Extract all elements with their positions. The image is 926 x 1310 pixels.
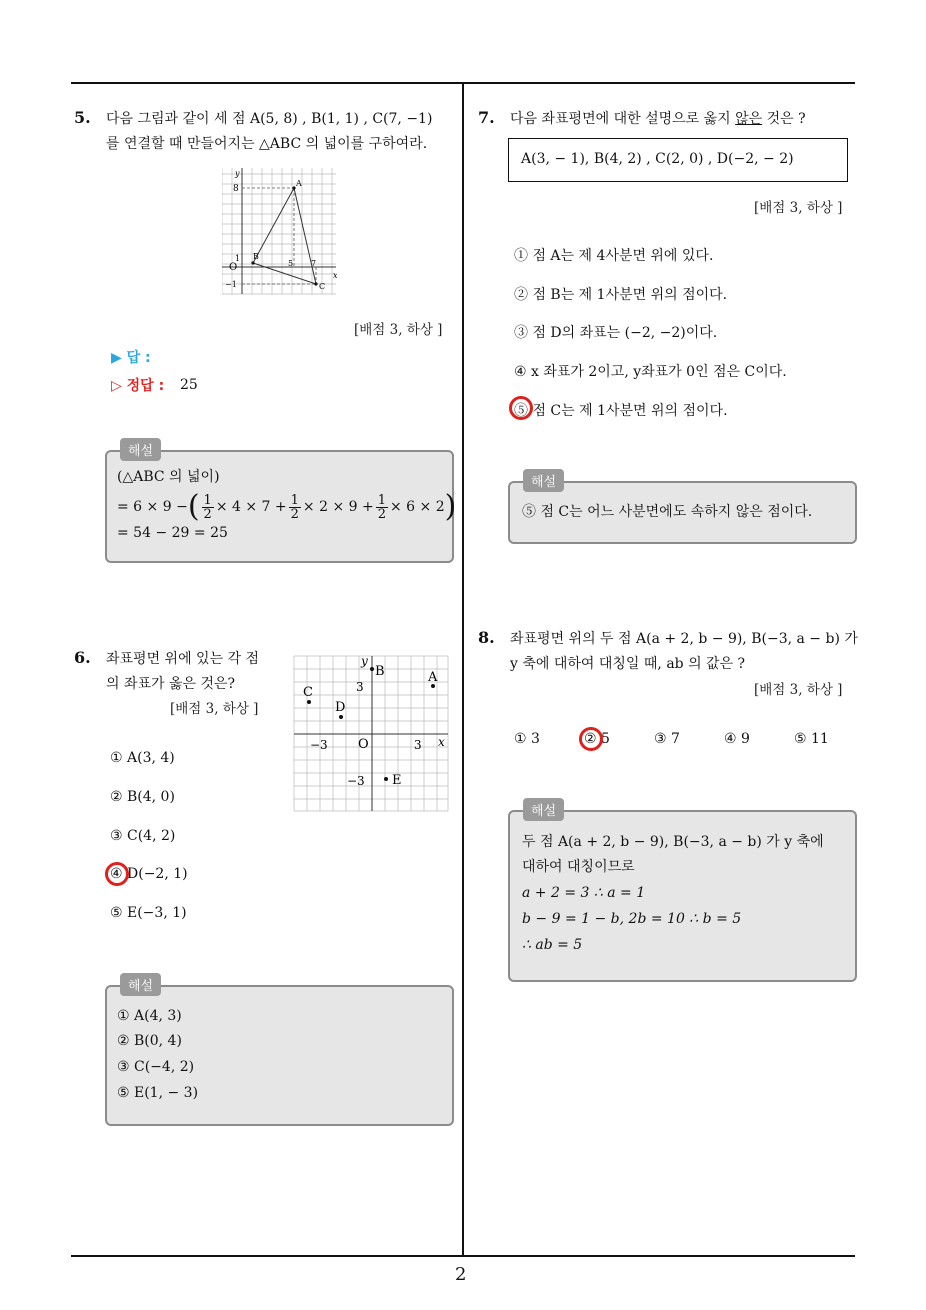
q6-graph-tick-3y: 3 xyxy=(356,680,364,694)
q5-graph-xlabel: x xyxy=(333,271,338,280)
q6-graph-origin: O xyxy=(358,737,369,752)
q7-text-post: 것은 ? xyxy=(762,111,806,127)
q7-option-3[interactable]: ③ 점 D의 좌표는 (−2, −2)이다. xyxy=(514,325,718,341)
q6-graph-xlabel: x xyxy=(438,735,445,749)
q5-solution-line2: = 6 × 9 −( $\frac{1}{2}$ × 4 × 7 + $\frac{1}{2}$ × 2 × 9 + $\frac{1}{2}$ × 6 × 2) xyxy=(117,489,457,524)
q5-answer-label: ▶ 답 : xyxy=(111,350,151,366)
q5-graph-tick-1: 1 xyxy=(235,254,241,263)
q5-score: [배점 3, 하상 ] xyxy=(354,322,443,338)
q6-solution-line3: ③ C(−4, 2) xyxy=(117,1059,195,1075)
q5-graph-tick-7: 7 xyxy=(311,259,317,268)
q7-text-underlined: 않은 xyxy=(735,111,763,127)
q7-score: [배점 3, 하상 ] xyxy=(754,200,843,216)
q6-solution-line2: ② B(0, 4) xyxy=(117,1033,182,1049)
q5-number: 5. xyxy=(74,108,91,127)
q6-graph-point-d: D xyxy=(335,700,346,715)
center-divider xyxy=(462,82,464,1257)
q7-option-2[interactable]: ② 점 B는 제 1사분면 위의 점이다. xyxy=(514,287,728,303)
q6-number: 6. xyxy=(74,648,91,667)
q7-solution-text: ⑤ 점 C는 어느 사분면에도 속하지 않은 점이다. xyxy=(522,504,813,520)
q6-option-2[interactable]: ② B(4, 0) xyxy=(110,789,175,805)
q5-solution-tag: 해설 xyxy=(120,438,161,461)
q6-option-5[interactable]: ⑤ E(−3, 1) xyxy=(110,905,187,921)
q6-graph-ylabel: y xyxy=(361,655,368,668)
q8-text-line1: 좌표평면 위의 두 점 A(a + 2, b − 9), B(−3, a − b) 가 xyxy=(510,631,858,647)
q6-graph-tick-m3y: −3 xyxy=(347,774,365,788)
q8-number: 8. xyxy=(478,628,495,647)
q8-solution-line5: ∴ ab = 5 xyxy=(522,937,583,953)
q5-graph-tick-m1: −1 xyxy=(225,280,237,289)
q6-graph-point-e: E xyxy=(392,773,402,788)
q5-frac-1 xyxy=(202,494,214,521)
q6-solution-tag: 해설 xyxy=(120,973,161,996)
q5-graph-tick-5: 5 xyxy=(288,259,294,268)
q6-graph-point-a: A xyxy=(428,670,438,685)
q7-text xyxy=(510,106,806,132)
q7-solution-tag: 해설 xyxy=(523,469,564,492)
q6-answer-mark xyxy=(105,862,129,886)
q5-frac-2-den: 2 xyxy=(290,506,299,522)
q8-solution-line3: a + 2 = 3 ∴ a = 1 xyxy=(522,885,646,901)
q8-text-line2: y 축에 대하여 대칭일 때, ab 의 값은 ? xyxy=(510,656,746,672)
q5-text-line1: 다음 그림과 같이 세 점 A(5, 8) , B(1, 1) , C(7, −1) xyxy=(106,111,433,127)
q5-frac-3-num: 1 xyxy=(377,492,386,508)
q5-solution-line1: (△ABC 의 넓이) xyxy=(117,469,220,485)
q5-sol-part-a: = 6 × 9 − xyxy=(117,499,188,515)
q6-text-line2: 의 좌표가 옳은 것은? xyxy=(106,676,236,692)
q5-graph-point-a: A xyxy=(296,179,302,188)
q5-text-line2: 를 연결할 때 만들어지는 △ABC 의 넓이를 구하여라. xyxy=(106,136,428,152)
q5-sol-part-c: × 2 × 9 + xyxy=(302,499,374,515)
q5-correct-value: 25 xyxy=(180,377,198,393)
q7-option-1[interactable]: ① 점 A는 제 4사분면 위에 있다. xyxy=(514,248,714,264)
q5-frac-2 xyxy=(289,494,301,521)
q8-option-3[interactable]: ③ 7 xyxy=(654,731,680,747)
q6-graph-point-b: B xyxy=(375,664,385,679)
q5-sol-part-d: × 6 × 2 xyxy=(390,499,445,515)
q5-frac-3 xyxy=(376,494,388,521)
q8-score: [배점 3, 하상 ] xyxy=(754,682,843,698)
bottom-rule xyxy=(71,1255,855,1257)
q5-graph-origin: O xyxy=(229,262,238,273)
q6-solution-line4: ⑤ E(1, − 3) xyxy=(117,1085,199,1101)
q6-graph-point-c: C xyxy=(303,685,313,700)
q6-solution-line1: ① A(4, 3) xyxy=(117,1008,182,1024)
q8-option-2[interactable]: ② 5 xyxy=(584,731,610,747)
q8-solution-tag: 해설 xyxy=(523,798,564,821)
page-number: 2 xyxy=(455,1264,467,1285)
q5-graph xyxy=(222,166,340,296)
q7-option-5[interactable]: ⑤ 점 C는 제 1사분면 위의 점이다. xyxy=(514,403,728,419)
q6-graph xyxy=(292,655,450,813)
q6-option-1[interactable]: ① A(3, 4) xyxy=(110,750,175,766)
q7-point-box-text: A(3, − 1), B(4, 2) , C(2, 0) , D(−2, − 2) xyxy=(521,151,794,167)
q6-graph-tick-m3x: −3 xyxy=(310,738,328,752)
q8-solution-line4: b − 9 = 1 − b, 2b = 10 ∴ b = 5 xyxy=(522,911,742,927)
q5-graph-tick-8: 8 xyxy=(233,184,239,194)
q7-text-pre: 다음 좌표평면에 대한 설명으로 옳지 xyxy=(510,111,736,127)
q5-graph-point-c: C xyxy=(319,282,326,291)
q8-option-5[interactable]: ⑤ 11 xyxy=(794,731,829,747)
q6-text-line1: 좌표평면 위에 있는 각 점 xyxy=(106,651,260,667)
q7-answer-mark xyxy=(509,396,533,420)
q5-frac-1-num: 1 xyxy=(203,492,212,508)
q6-graph-tick-3x: 3 xyxy=(414,738,422,752)
q5-frac-3-den: 2 xyxy=(377,506,386,522)
q6-score: [배점 3, 하상 ] xyxy=(170,701,259,717)
q5-frac-1-den: 2 xyxy=(203,506,212,522)
q7-number: 7. xyxy=(478,108,495,127)
q8-answer-mark xyxy=(579,727,603,751)
q8-option-4[interactable]: ④ 9 xyxy=(724,731,750,747)
q8-solution-line1: 두 점 A(a + 2, b − 9), B(−3, a − b) 가 y 축에 xyxy=(522,834,824,850)
q5-frac-2-num: 1 xyxy=(290,492,299,508)
q5-correct-label: ▷ 정답 : xyxy=(111,378,165,394)
q8-solution-line2: 대하여 대칭이므로 xyxy=(522,859,635,875)
q7-option-4[interactable]: ④ x 좌표가 2이고, y좌표가 0인 점은 C이다. xyxy=(514,364,787,380)
q8-option-1[interactable]: ① 3 xyxy=(514,731,540,747)
q5-graph-point-b: B xyxy=(253,252,259,261)
q5-solution-line3: = 54 − 29 = 25 xyxy=(117,525,228,541)
q5-sol-part-b: × 4 × 7 + xyxy=(215,499,287,515)
q5-graph-ylabel: y xyxy=(235,169,240,178)
q6-option-3[interactable]: ③ C(4, 2) xyxy=(110,828,176,844)
q6-option-4[interactable]: ④ D(−2, 1) xyxy=(110,866,188,882)
